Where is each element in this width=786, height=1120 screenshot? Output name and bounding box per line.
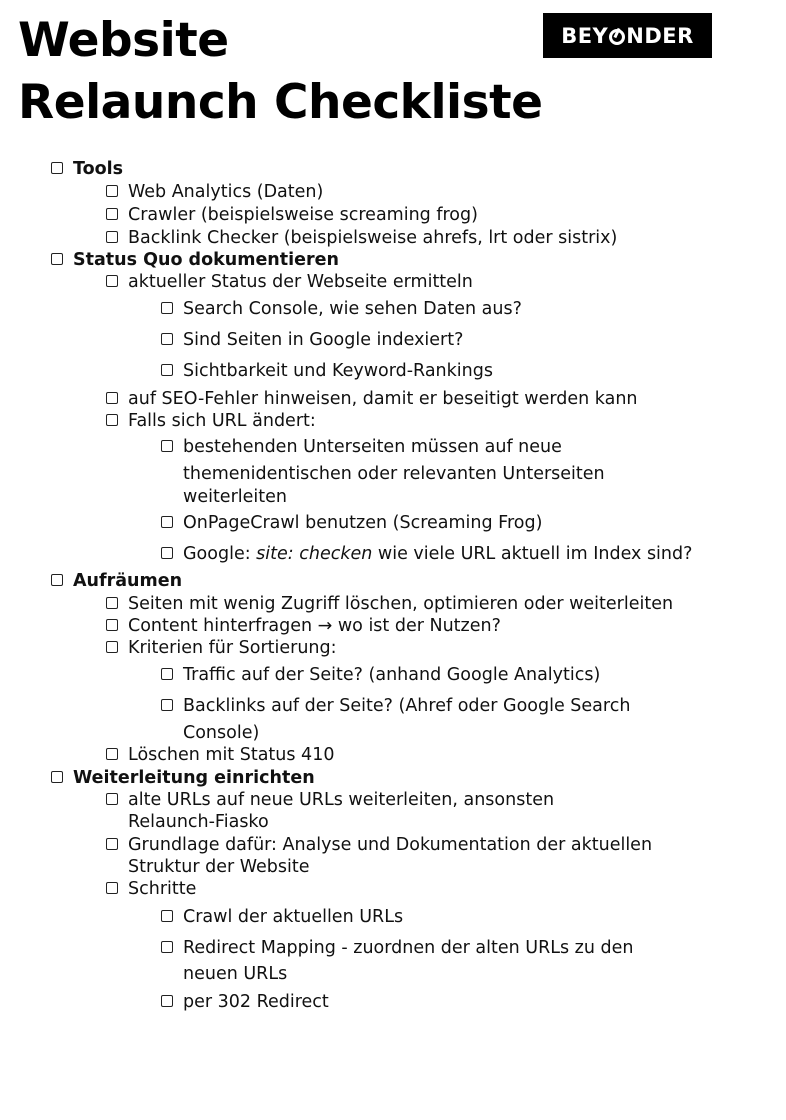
- checklist-item-unterseiten: bestehenden Unterseiten müssen auf neue: [183, 436, 562, 458]
- checkbox[interactable]: [161, 995, 173, 1007]
- checklist-item-grundlage-line-2: Struktur der Website: [128, 857, 310, 877]
- title-line-1: Website: [18, 13, 229, 68]
- checklist-item-alte-urls: alte URLs auf neue URLs weiterleiten, ansonsten: [128, 789, 554, 811]
- checkbox[interactable]: [106, 597, 118, 609]
- checkbox[interactable]: [106, 414, 118, 426]
- checklist-item-web-analytics: Web Analytics (Daten): [128, 181, 323, 203]
- checklist-item-redirect-mapping-line-2: neuen URLs: [183, 964, 288, 984]
- checkbox[interactable]: [106, 882, 118, 894]
- checklist-item-aktueller-status: aktueller Status der Webseite ermitteln: [128, 271, 473, 293]
- checklist-item-aufraeumen: Aufräumen: [73, 570, 182, 592]
- title-line-2: Relaunch Checkliste: [18, 75, 543, 130]
- checkbox[interactable]: [51, 574, 63, 586]
- checkbox[interactable]: [161, 364, 173, 376]
- checklist-item-schritte: Schritte: [128, 878, 196, 900]
- checkbox[interactable]: [161, 699, 173, 711]
- checkbox[interactable]: [106, 748, 118, 760]
- checkbox[interactable]: [106, 185, 118, 197]
- checklist-item-weiterleitung: Weiterleitung einrichten: [73, 767, 315, 789]
- checklist-item-crawler: Crawler (beispielsweise screaming frog): [128, 204, 478, 226]
- checklist-item-backlinks: Backlinks auf der Seite? (Ahref oder Google Search: [183, 695, 630, 717]
- checklist-item-seo-fehler: auf SEO-Fehler hinweisen, damit er beseitigt werden kann: [128, 388, 638, 410]
- checkbox[interactable]: [106, 619, 118, 631]
- checklist-item-sichtbarkeit: Sichtbarkeit und Keyword-Rankings: [183, 360, 493, 382]
- checklist-item-kriterien: Kriterien für Sortierung:: [128, 637, 337, 659]
- checklist-item-indexiert: Sind Seiten in Google indexiert?: [183, 329, 463, 351]
- checkbox[interactable]: [106, 641, 118, 653]
- checklist-item-content: Content hinterfragen → wo ist der Nutzen?: [128, 615, 501, 637]
- checkbox[interactable]: [161, 440, 173, 452]
- checklist-item-traffic: Traffic auf der Seite? (anhand Google Analytics): [183, 664, 600, 686]
- checkbox[interactable]: [106, 231, 118, 243]
- beyonder-logo: BEY NDER: [543, 13, 712, 58]
- checklist-item-grundlage: Grundlage dafür: Analyse und Dokumentation der aktuellen: [128, 834, 652, 856]
- checklist-item-backlinks-line-2: Console): [183, 723, 260, 743]
- checkbox[interactable]: [106, 208, 118, 220]
- checklist-item-search-console: Search Console, wie sehen Daten aus?: [183, 298, 522, 320]
- checklist-item-onpagecrawl: OnPageCrawl benutzen (Screaming Frog): [183, 512, 542, 534]
- checklist-item-loeschen: Löschen mit Status 410: [128, 744, 334, 766]
- checkbox[interactable]: [51, 253, 63, 265]
- checkbox[interactable]: [106, 838, 118, 850]
- checklist-item-unterseiten-line-2: themenidentischen oder relevanten Unterseiten: [183, 464, 605, 484]
- checkbox[interactable]: [161, 941, 173, 953]
- checklist-item-url-aendert: Falls sich URL ändert:: [128, 410, 316, 432]
- checkbox[interactable]: [51, 162, 63, 174]
- checkbox[interactable]: [161, 302, 173, 314]
- checklist-item-backlink-checker: Backlink Checker (beispielsweise ahrefs, lrt oder sistrix): [128, 227, 617, 249]
- checklist-item-crawl: Crawl der aktuellen URLs: [183, 906, 403, 928]
- checkbox[interactable]: [51, 771, 63, 783]
- checkbox[interactable]: [161, 516, 173, 528]
- checklist-item-alte-urls-line-2: Relaunch-Fiasko: [128, 812, 269, 832]
- checkbox[interactable]: [161, 910, 173, 922]
- checkbox[interactable]: [161, 668, 173, 680]
- checkbox[interactable]: [161, 547, 173, 559]
- checklist-item-google-site: Google: site: checken wie viele URL aktuell im Index sind?: [183, 543, 692, 565]
- checkbox[interactable]: [106, 793, 118, 805]
- checklist-item-redirect-mapping: Redirect Mapping - zuordnen der alten URLs zu den: [183, 937, 633, 959]
- checklist-item-wenig-zugriff: Seiten mit wenig Zugriff löschen, optimieren oder weiterleiten: [128, 593, 673, 615]
- checkbox[interactable]: [106, 275, 118, 287]
- checklist-item-302-redirect: per 302 Redirect: [183, 991, 329, 1013]
- checkbox[interactable]: [161, 333, 173, 345]
- checklist-item-unterseiten-line-3: weiterleiten: [183, 487, 287, 507]
- checkbox[interactable]: [106, 392, 118, 404]
- checklist-item-tools: Tools: [73, 158, 123, 180]
- checklist-item-status-quo: Status Quo dokumentieren: [73, 249, 339, 271]
